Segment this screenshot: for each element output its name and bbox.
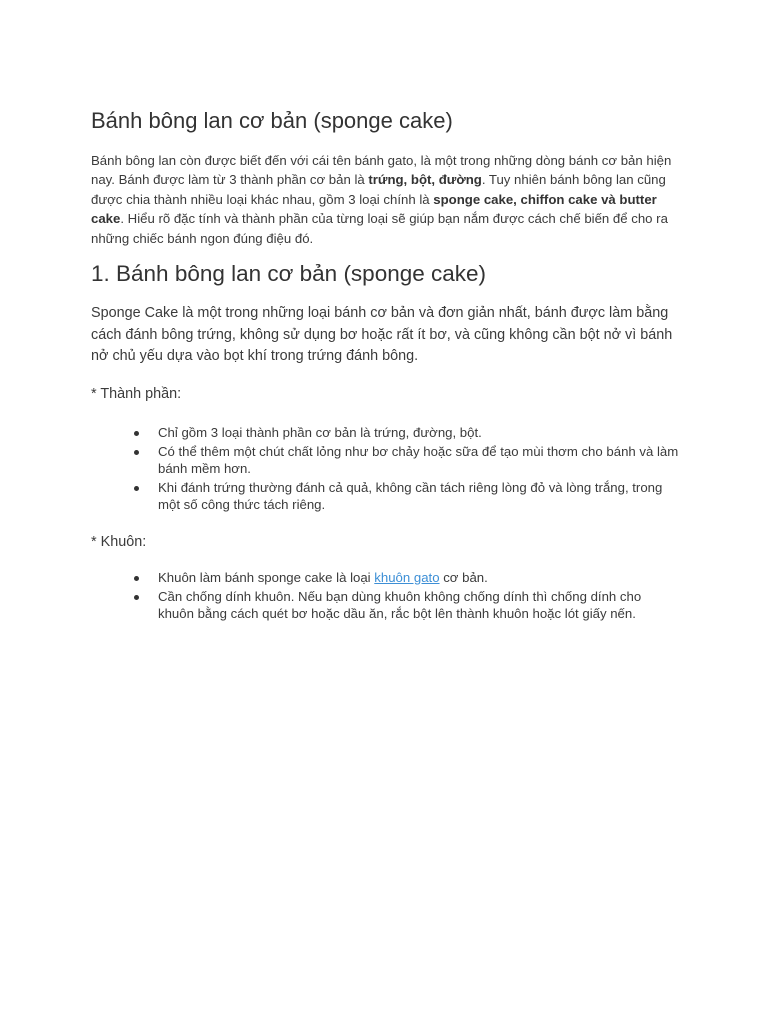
list-item: [91, 443, 679, 478]
ingredients-list: [91, 424, 679, 515]
list-item-text: Khi đánh trứng thường đánh cả quả, không cần tách riêng lòng đỏ và lòng trắng, trong một số công thức tách riêng.: [158, 479, 663, 513]
bullet-icon: [134, 595, 139, 600]
list-item-text: Chỉ gồm 3 loại thành phần cơ bản là trứng, đường, bột.: [158, 425, 482, 440]
list-item-text: Cần chống dính khuôn. Nếu bạn dùng khuôn không chống dính thì chống dính cho khuôn bằng cách quét bơ hoặc dầu ăn, rắc bột lên thành khuôn hoặc lót giấy nến.: [158, 588, 642, 622]
list-item: [91, 588, 679, 623]
article-title: Bánh bông lan cơ bản (sponge cake): [91, 108, 453, 133]
bullet-icon: [134, 431, 139, 436]
intro-bold-cake-types: sponge cake, chiffon cake và butter cake: [91, 191, 657, 227]
intro-text-2: . Tuy nhiên bánh bông lan cũng được chia thành nhiều loại khác nhau, gồm 3 loại chính là: [91, 172, 666, 207]
bullet-icon: [134, 450, 139, 455]
mold-label: * Khuôn:: [91, 534, 147, 550]
list-item-text-after: cơ bản.: [439, 570, 488, 585]
list-item: [91, 424, 679, 442]
intro-text-3: . Hiểu rõ đặc tính và thành phần của từng loại sẽ giúp bạn nắm được cách chế biến để cho ra những chiếc bánh ngon đúng điệu đó.: [91, 211, 668, 246]
bullet-icon: [134, 486, 139, 491]
intro-bold-ingredients: trứng, bột, đường: [368, 172, 482, 188]
section-paragraph: Sponge Cake là một trong những loại bánh cơ bản và đơn giản nhất, bánh được làm bằng cách đánh bông trứng, không sử dụng bơ hoặc rất ít bơ, và cũng không cần bột nở vì bánh nở chủ yếu dựa vào bọt khí trong trứng đánh bông.: [91, 305, 673, 364]
intro-text-1: Bánh bông lan còn được biết đến với cái tên bánh gato, là một trong những dòng bánh cơ bản hiện nay. Bánh được làm từ 3 thành phần cơ bản là: [91, 153, 672, 188]
list-item: [91, 479, 679, 514]
ingredients-label: * Thành phần:: [91, 386, 182, 402]
list-item-text: Có thể thêm một chút chất lỏng như bơ chảy hoặc sữa để tạo mùi thơm cho bánh và làm bánh mềm hơn.: [158, 443, 679, 477]
section-heading: 1. Bánh bông lan cơ bản (sponge cake): [91, 261, 487, 286]
mold-list: [91, 569, 679, 624]
intro-paragraph: [91, 151, 679, 248]
list-item: [91, 569, 679, 587]
list-item-text-before: Khuôn làm bánh sponge cake là loại: [158, 570, 375, 585]
khuon-gato-link[interactable]: khuôn gato: [374, 570, 440, 585]
bullet-icon: [134, 576, 139, 581]
